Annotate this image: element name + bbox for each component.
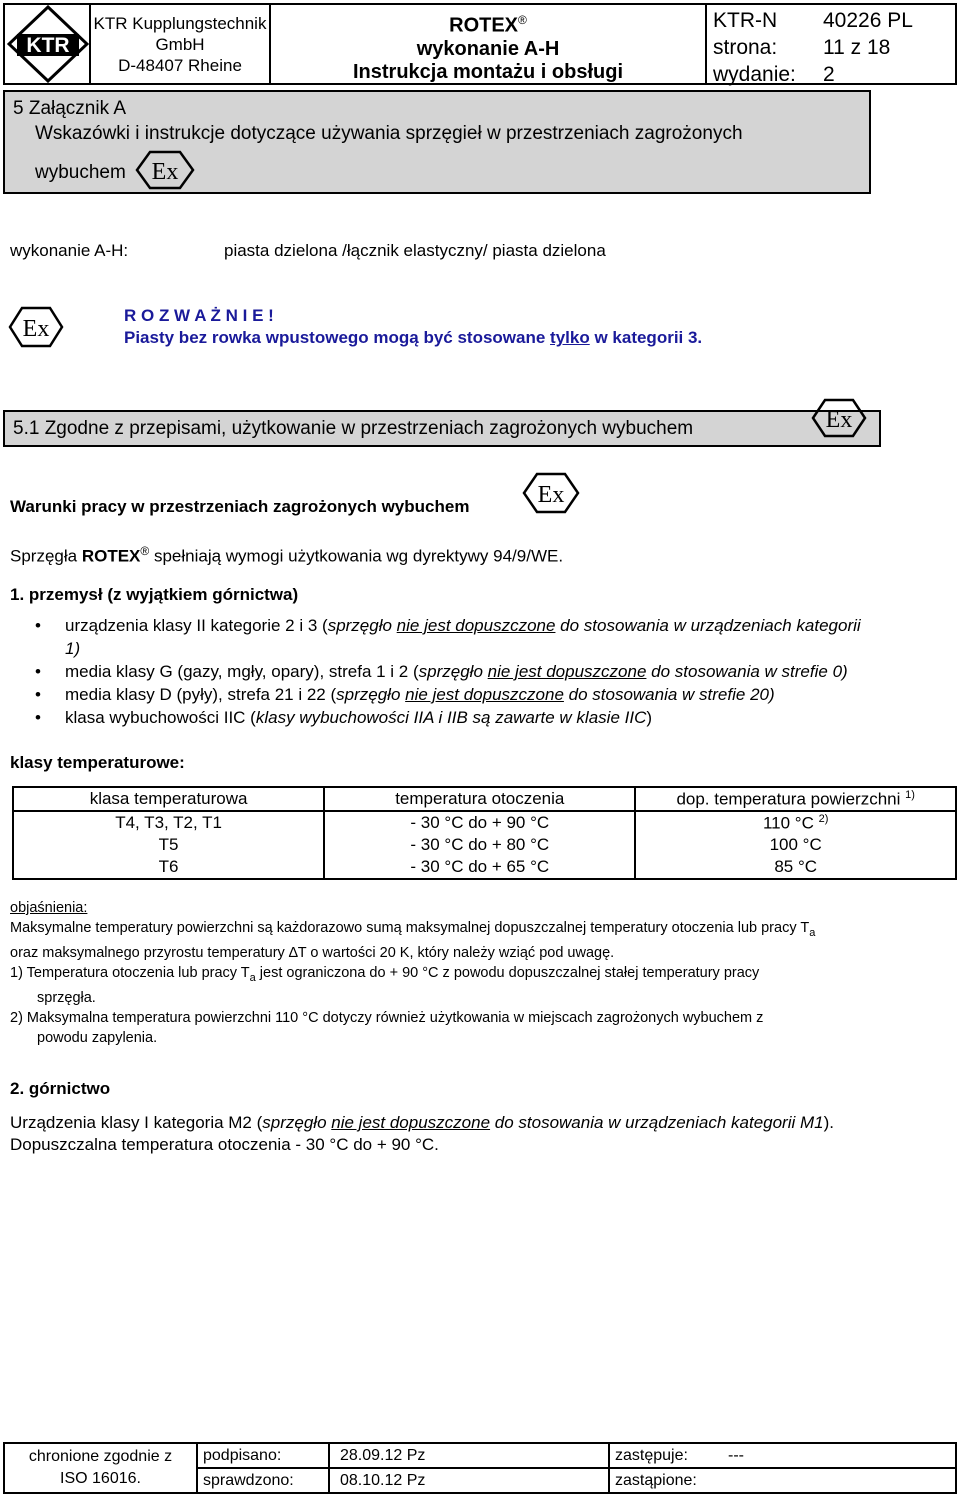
column-header: klasa temperaturowa <box>13 787 324 811</box>
svg-text:Ex: Ex <box>22 316 50 342</box>
ktr-logo <box>7 5 89 83</box>
ex-hexagon-icon <box>8 306 64 348</box>
mining-line-1: Urządzenia klasy I kategoria M2 (sprzęgło nie jest dopuszczone do stosowania w urządzeniach kategorii M1). <box>10 1113 835 1132</box>
list-item: • urządzenia klasy II kategorie 2 i 3 (sprzęgło nie jest dopuszczone do stosowania w urządzeniach kategorii 1) <box>35 614 950 660</box>
replacement-col: zastępuje: --- zastąpione: <box>615 1447 744 1489</box>
page-label: strona: <box>713 36 778 59</box>
variant-label: wykonanie A-H: <box>10 241 129 260</box>
industry-heading: 1. przemysł (z wyjątkiem górnictwa) <box>10 585 299 604</box>
table-row: T5 - 30 °C do + 80 °C 100 °C <box>13 834 956 856</box>
notes-label: objaśnienia: <box>10 900 88 916</box>
table-header-row <box>13 787 956 811</box>
list-item: • media klasy D (pyły), strefa 21 i 22 (sprzęgło nie jest dopuszczone do stosowania w strefie 20) <box>35 683 950 706</box>
checked-date: 08.10.12 Pz <box>340 1472 426 1489</box>
company-name: KTR Kupplungstechnik <box>93 14 267 33</box>
signed-date: 28.09.12 Pz <box>340 1447 426 1464</box>
product-variant: wykonanie A-H <box>416 37 560 60</box>
ex-hexagon-icon <box>135 150 195 190</box>
conditions-line: Sprzęgła ROTEX® spełniają wymogi użytkowania wg dyrektywy 94/9/WE. <box>10 544 564 566</box>
company-address: D-48407 Rheine <box>118 56 242 75</box>
page-header <box>3 3 957 85</box>
product-name: ROTEX <box>449 14 519 37</box>
ex-hexagon-icon <box>522 472 580 514</box>
section-5-1-heading <box>3 407 881 447</box>
logo-cell <box>5 5 91 83</box>
annex-subtitle-cont: wybuchem <box>35 162 126 183</box>
doc-code-value: 40226 PL <box>823 9 913 32</box>
page-footer <box>3 1442 957 1494</box>
temp-classes-label: klasy temperaturowe: <box>10 753 185 772</box>
note-1: 1) Temperatura otoczenia lub pracy $T_a$ jest ograniczona do + 90 °C z powodu dopuszczalnej stałej temperatury pracy <box>10 964 760 984</box>
variant-value: piasta dzielona /łącznik elastyczny/ piasta dzielona <box>224 241 606 260</box>
svg-text:KTR: KTR <box>26 34 70 57</box>
conditions-title: Warunki pracy w przestrzeniach zagrożonych wybuchem <box>10 497 470 516</box>
page-number: 11 z 18 <box>823 36 891 59</box>
mining-heading: 2. górnictwo <box>10 1079 111 1098</box>
notes-block <box>10 898 955 1048</box>
note-1-cont: sprzęgła. <box>37 989 96 1006</box>
list-item: • klasa wybuchowości IIC (klasy wybuchowości IIA i IIB są zawarte w klasie IIC) <box>35 706 950 729</box>
list-item: • media klasy G (gazy, mgły, opary), strefa 1 i 2 (sprzęgło nie jest dopuszczone do stosowania w strefie 0) <box>35 660 950 683</box>
notes-paragraph: Maksymalne temperatury powierzchni są każdorazowo sumą maksymalnej dopuszczalnej temperatury otoczenia lub pracy $T_a$ <box>10 920 816 939</box>
note-2: 2) Maksymalna temperatura powierzchni 110 °C dotyczy również użytkowania w miejscach zagrożonych wybuchem z <box>10 1009 764 1026</box>
label-col-1: podpisano: sprawdzono: <box>198 1444 330 1492</box>
edition-number: 2 <box>823 63 835 86</box>
product-cell <box>271 5 707 83</box>
industry-list <box>35 614 950 729</box>
warning-text: Piasty bez rowka wpustowego mogą być stosowane tylko w kategorii 3. <box>124 328 703 347</box>
notes-paragraph-cont: oraz maksymalnego przyrostu temperatury ∆T o wartości 20 K, który należy wziąć pod uwagę. <box>10 944 615 961</box>
column-header: temperatura otoczenia <box>324 787 635 811</box>
document-type: Instrukcja montażu i obsługi <box>352 60 624 83</box>
company-form: GmbH <box>155 35 205 54</box>
mining-line-2: Dopuszczalna temperatura otoczenia - 30 °C do + 90 °C. <box>10 1135 439 1154</box>
table-row: T4, T3, T2, T1 - 30 °C do + 90 °C 110 °C $^{2)}$ <box>13 811 956 834</box>
company-cell <box>91 5 271 83</box>
ex-hexagon-icon <box>811 398 867 438</box>
annex-box <box>3 90 871 194</box>
annex-subtitle: Wskazówki i instrukcje dotyczące używania sprzęgieł w przestrzeniach zagrożonych <box>35 123 743 144</box>
doc-code-label: KTR-N <box>713 9 778 32</box>
protection-note: chronione zgodnie z ISO 16016. <box>5 1444 198 1492</box>
svg-text:Ex: Ex <box>537 482 565 508</box>
svg-text:Ex: Ex <box>151 159 179 185</box>
column-header: dop. temperatura powierzchni $^{1)}$ <box>635 787 956 811</box>
svg-text:Ex: Ex <box>825 407 853 433</box>
edition-label: wydanie: <box>713 63 796 86</box>
table-row: T6 - 30 °C do + 65 °C 85 °C <box>13 856 956 879</box>
registered-mark: ® <box>518 13 527 27</box>
warning-title: R O Z W A Ż N I E ! <box>124 306 274 325</box>
temperature-table <box>12 786 957 880</box>
annex-title: 5 Załącznik A <box>13 98 126 119</box>
section-title: 5.1 Zgodne z przepisami, użytkowanie w przestrzeniach zagrożonych wybuchem <box>13 418 694 439</box>
note-2-cont: powodu zapylenia. <box>37 1029 158 1046</box>
doc-info-cell <box>707 5 957 86</box>
